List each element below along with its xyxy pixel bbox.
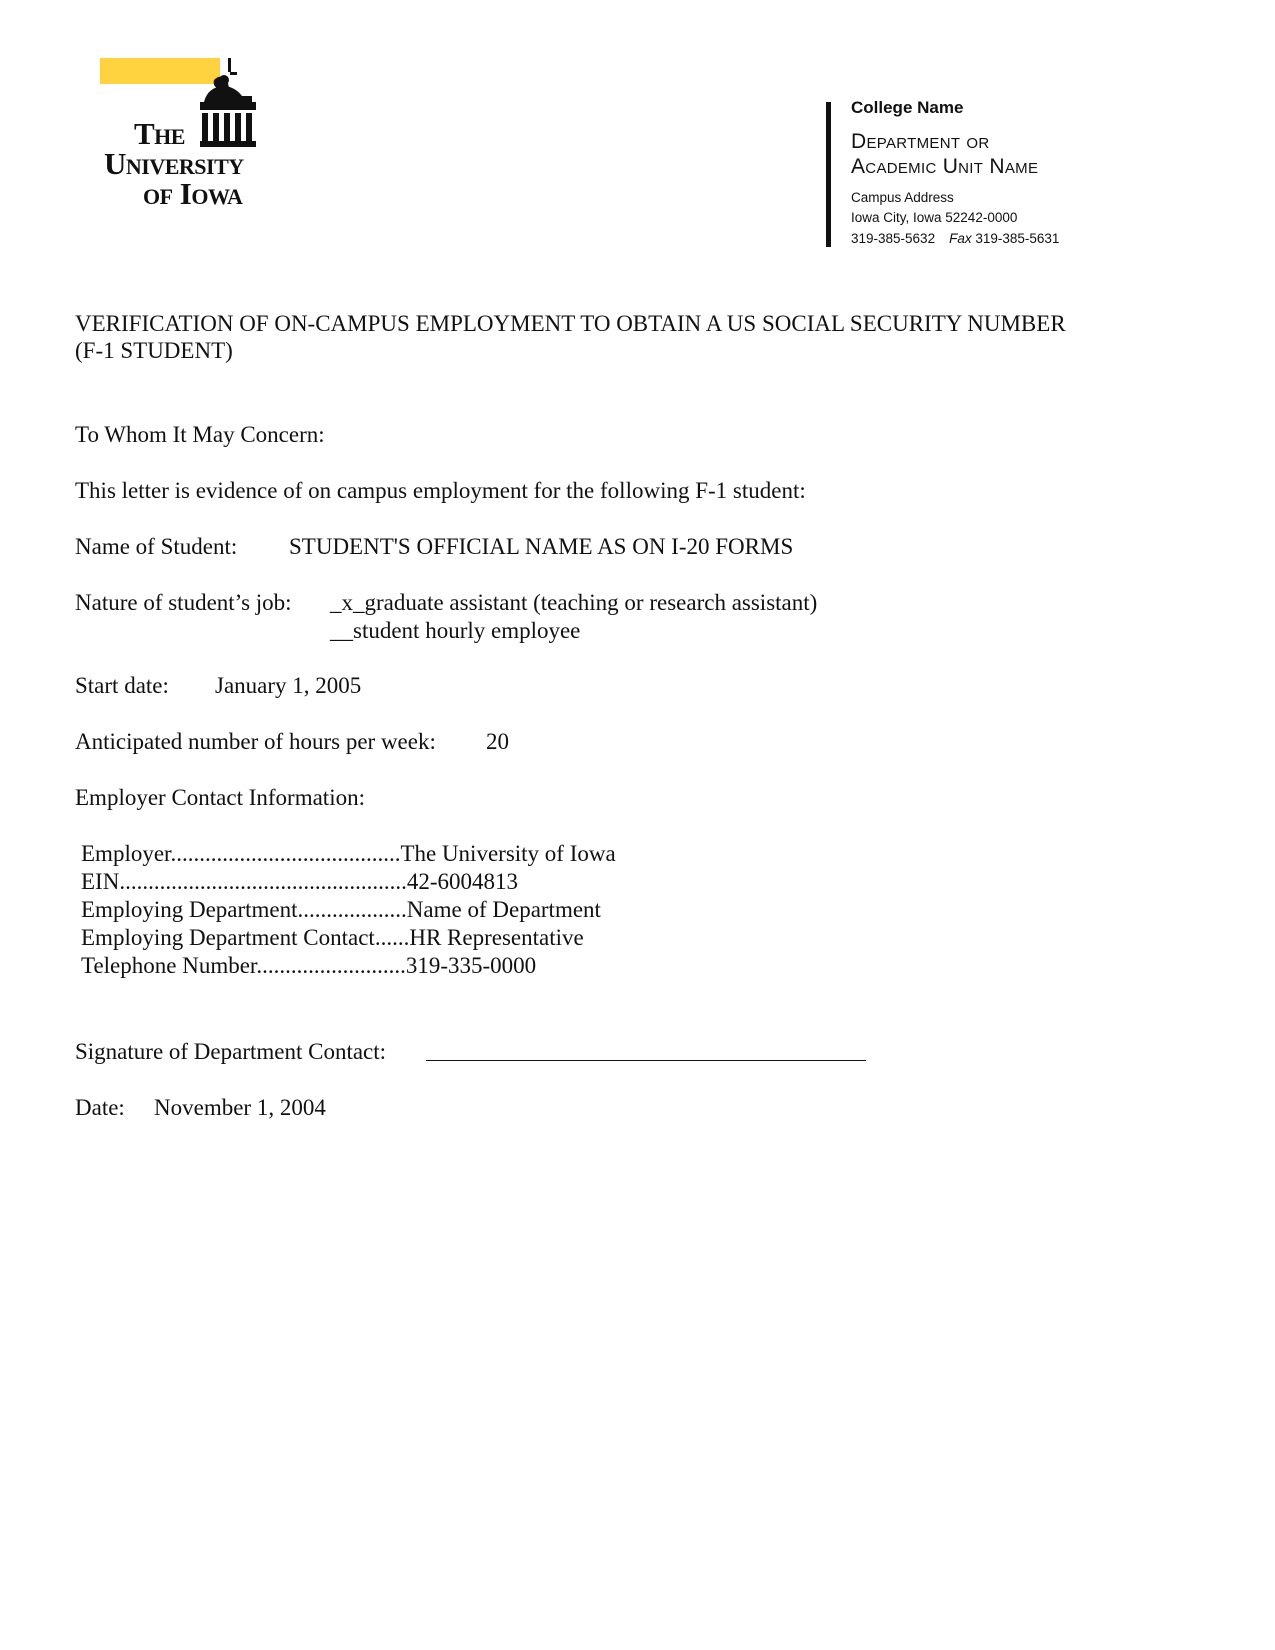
fax-number: 319-385-5631	[975, 231, 1060, 246]
fax-label: Fax	[949, 231, 972, 246]
university-logo	[100, 58, 275, 248]
signature-line	[426, 1060, 866, 1061]
date-label: Date:	[75, 1095, 125, 1120]
department-contact-row-label: Employing Department Contact	[81, 925, 375, 950]
department-contact-row-dots: ......	[374, 925, 410, 950]
employer-contact-heading: Employer Contact Information:	[75, 785, 365, 810]
logo-line-iowa: of Iowa	[143, 176, 243, 211]
old-capitol-icon	[200, 58, 270, 158]
telephone-row	[81, 952, 536, 980]
job-nature-label: Nature of student’s job:	[75, 590, 292, 615]
employer-row-label: Employer	[81, 841, 171, 866]
campus-address: Campus Address	[851, 190, 954, 205]
student-name-value: STUDENT'S OFFICIAL NAME AS ON I-20 FORMS	[289, 534, 794, 559]
department-row-value: Name of Department	[406, 897, 601, 922]
college-name: College Name	[851, 98, 964, 117]
start-date-value: January 1, 2005	[215, 673, 362, 698]
job-option-hourly-employee: __student hourly employee	[330, 618, 581, 643]
ein-row	[81, 868, 518, 896]
telephone-row-dots: ..........................	[256, 953, 406, 978]
department-contact-row	[81, 924, 584, 952]
city-address: Iowa City, Iowa 52242-0000	[851, 210, 1018, 225]
letter-title-line-1: VERIFICATION OF ON-CAMPUS EMPLOYMENT TO OBTAIN A US SOCIAL SECURITY NUMBER	[75, 311, 1066, 336]
department-row	[81, 896, 601, 924]
letterhead-rule	[826, 102, 831, 247]
hours-label: Anticipated number of hours per week:	[75, 729, 436, 754]
signature-label: Signature of Department Contact:	[75, 1039, 387, 1064]
ein-row-label: EIN	[81, 869, 120, 894]
start-date-label: Start date:	[75, 673, 169, 698]
department-row-label: Employing Department	[81, 897, 298, 922]
hours-value: 20	[486, 729, 509, 754]
ein-row-dots: ..................................................	[119, 869, 407, 894]
telephone-row-value: 319-335-0000	[405, 953, 537, 978]
intro-sentence: This letter is evidence of on campus employment for the following F-1 student:	[75, 478, 806, 503]
student-name-row	[75, 533, 237, 561]
job-option-graduate-assistant: _x_graduate assistant (teaching or research assistant)	[330, 590, 818, 615]
department-line-1: Department or	[851, 130, 990, 153]
telephone-row-label: Telephone Number	[81, 953, 257, 978]
department-line-2: Academic Unit Name	[851, 155, 1039, 178]
employer-row-value: The University of Iowa	[400, 841, 616, 866]
salutation: To Whom It May Concern:	[75, 422, 325, 447]
ein-row-value: 42-6004813	[406, 869, 518, 894]
employer-row	[81, 840, 616, 868]
letter-title-line-2: (F-1 STUDENT)	[75, 338, 233, 363]
department-row-dots: ...................	[297, 897, 407, 922]
date-value: November 1, 2004	[154, 1095, 326, 1120]
employer-row-dots: ........................................	[170, 841, 401, 866]
department-contact-row-value: HR Representative	[409, 925, 584, 950]
phone-number: 319-385-5632	[851, 231, 936, 246]
phone-fax-line	[851, 231, 1059, 246]
logo-line-the: The	[134, 116, 185, 151]
student-name-label: Name of Student:	[75, 534, 238, 559]
logo-line-university: University	[104, 146, 244, 181]
